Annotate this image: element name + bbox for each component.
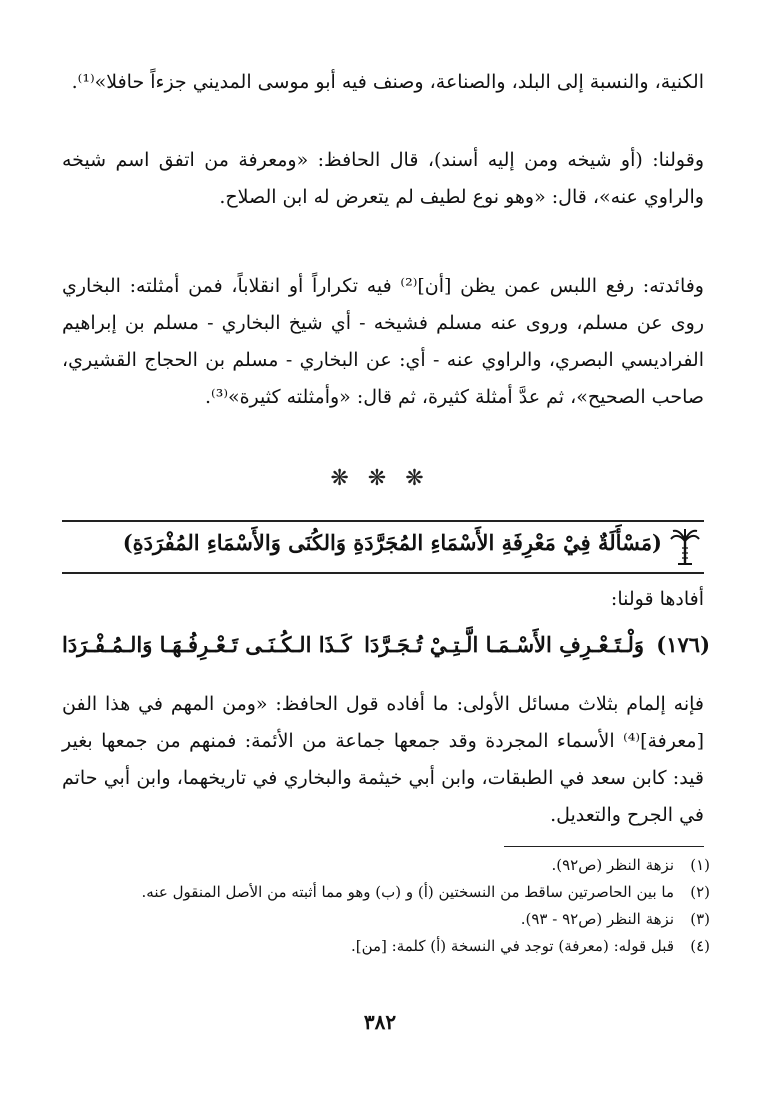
footnote-text: ما بين الحاصرتين ساقط من النسختين (أ) و (ب) وهو مما أثبته من الأصل المنقول عنه. (141, 883, 674, 901)
footnote-item (62, 906, 710, 933)
verse-first-hemistich: وَلْـتَـعْـرِفِ الأَسْـمَـا الَّـتِـيْ تُـجَـرَّدَا (364, 632, 644, 657)
paragraph-benefit: وفائدته: رفع اللبس عمن يظن [أن]⁽²⁾ فيه تكراراً أو انقلاباً، فمن أمثلته: البخاري روى عن مسلم، وروى عنه مسلم فشيخه - أي شيخ البخاري - مسلم بن إبراهيم الفراديسي البصري، والراوي عنه - أي: عن البخاري - مسلم بن الحجاج القشيري، صاحب الصحيح»، ثم عدَّ أمثلة كثيرة، ثم قال: «وأمثلته كثيرة»⁽³⁾. (62, 275, 704, 408)
section-title: (مَسْأَلَةٌ فِيْ مَعْرِفَةِ الأَسْمَاءِ المُجَرَّدَةِ وَالكُنَى وَالأَسْمَاءِ المُفْرَدَةِ) (122, 530, 662, 555)
footnotes (62, 852, 710, 960)
verse-second-hemistich: كَـذَا الـكُـنَـى تَـعْـرِفُـهَـا وَالـمُـفْـرَدَا (62, 632, 352, 657)
poem-verse (62, 628, 710, 668)
intro-line: أفادها قولنا: (610, 588, 704, 610)
footnote-number: (٢) (690, 883, 710, 901)
footnote-divider (504, 846, 704, 847)
palm-tree-icon (670, 528, 700, 566)
footnote-text: نزهة النظر (ص٩٢ - ٩٣). (520, 910, 674, 928)
footnote-number: (٤) (690, 937, 710, 955)
section-separator: ❋ ❋ ❋ (330, 466, 430, 491)
paragraph-commentary: فإنه إلمام بثلاث مسائل الأولى: ما أفاده قول الحافظ: «ومن المهم في هذا الفن [معرفة]⁽⁴⁾ الأسماء المجردة وقد جمعها جماعة من الأئمة: فمنهم من جمعها بغير قيد: كابن سعد في الطبقات، وابن أبي خيثمة والبخاري في تاريخهما، وابن أبي حاتم في الجرح والتعديل. (62, 693, 704, 826)
paragraph-shaykh: وقولنا: (أو شيخه ومن إليه أسند)، قال الحافظ: «ومعرفة من اتفق اسم شيخه والراوي عنه»، قال: «وهو نوع لطيف لم يتعرض له ابن الصلاح. (62, 149, 704, 208)
page-number: ٣٨٢ (363, 1010, 397, 1034)
footnote-item (62, 879, 710, 906)
footnote-number: (١) (690, 856, 710, 874)
footnote-text: قبل قوله: (معرفة) توجد في النسخة (أ) كلمة: [من]. (350, 937, 674, 955)
footnote-item (62, 933, 710, 960)
verse-number: (١٧٦) (656, 632, 710, 657)
footnote-text: نزهة النظر (ص٩٢). (551, 856, 674, 874)
footnote-number: (٣) (690, 910, 710, 928)
section-heading (62, 520, 704, 574)
footnote-item (62, 852, 710, 879)
paragraph-kunya: الكنية، والنسبة إلى البلد، والصناعة، وصنف فيه أبو موسى المديني جزءاً حافلا»⁽¹⁾. (71, 71, 704, 93)
